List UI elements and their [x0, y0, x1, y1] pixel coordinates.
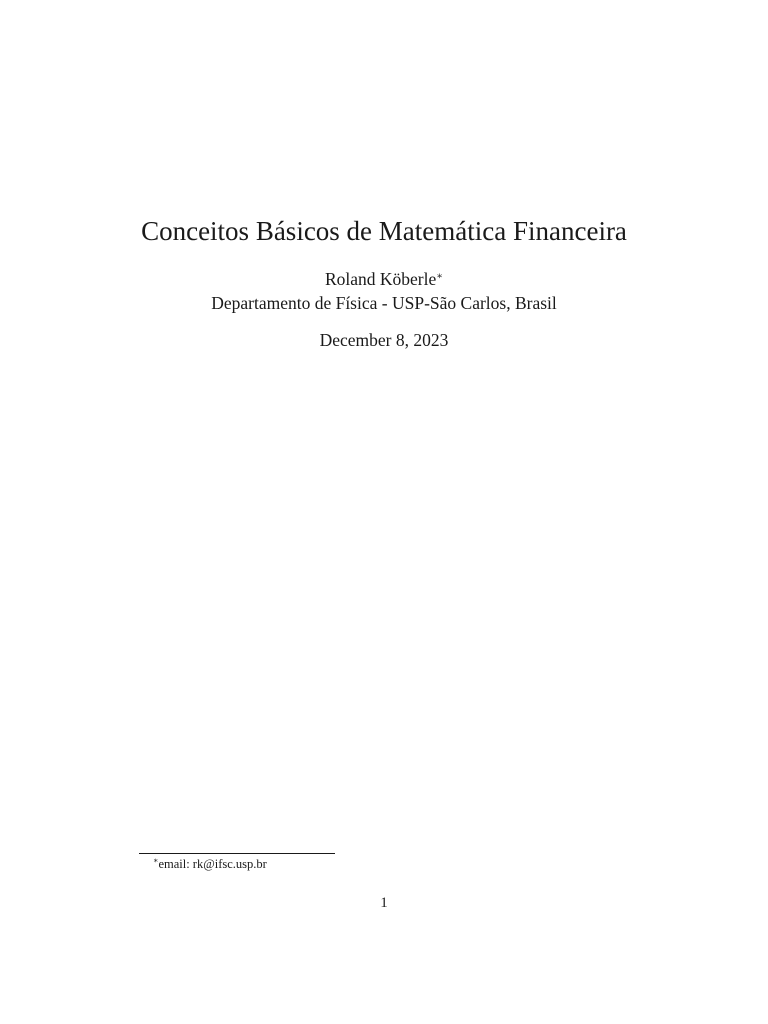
footnote-mark: ∗ [153, 856, 159, 865]
footnote-rule [139, 853, 335, 854]
paper-date: December 8, 2023 [319, 330, 449, 350]
footnote [153, 856, 267, 872]
author-line [0, 268, 768, 290]
page-number: 1 [380, 895, 388, 911]
affiliation: Departamento de Física - USP-São Carlos, Brasil [211, 293, 557, 313]
paper-title: Conceitos Básicos de Matemática Financeira [141, 216, 627, 246]
author-footnote-mark: ∗ [436, 271, 444, 282]
footnote-email: email: rk@ifsc.usp.br [158, 857, 267, 871]
author-name: Roland Köberle [324, 269, 437, 289]
